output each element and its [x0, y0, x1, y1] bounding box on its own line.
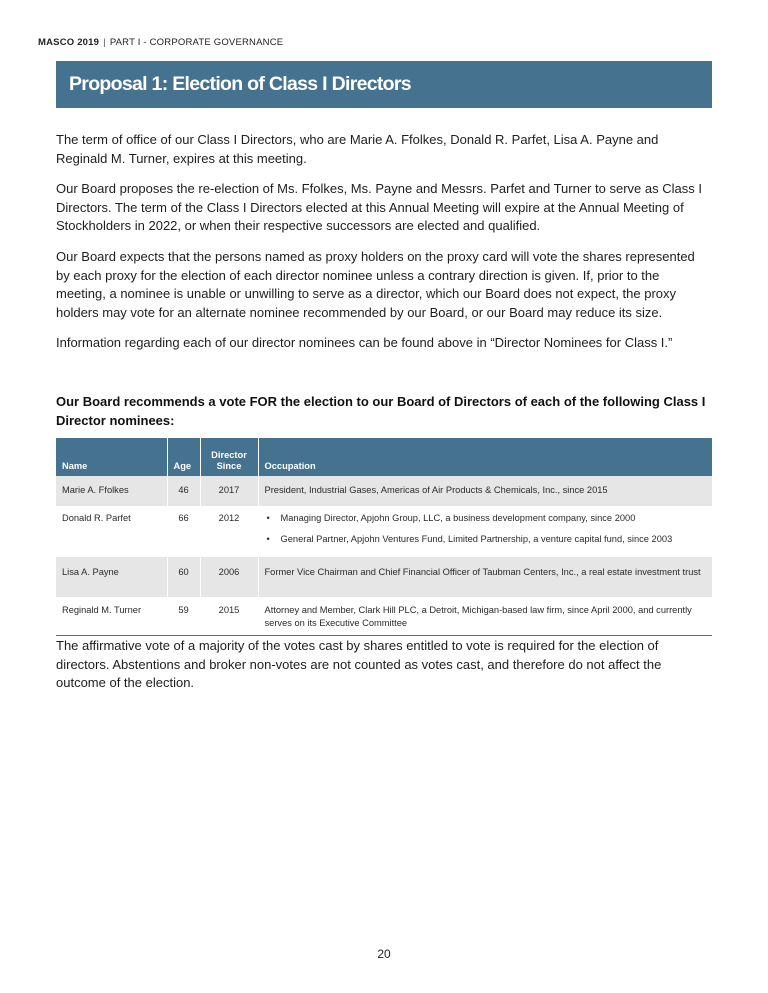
nominee-name: Reginald M. Turner	[56, 597, 167, 636]
page-number: 20	[377, 947, 391, 961]
paragraph-proxy: Our Board expects that the persons named as proxy holders on the proxy card will vote the shares represented by each proxy for the election of each director nominee unless a contrary direction is given. If, prior to the meeting, a nominee is unable or unwilling to serve as a director, which our Board does not expect, the proxy holders may vote for an alternate nominee recommended by our Board, or our Board may reduce its size.	[56, 248, 695, 320]
nominee-name: Donald R. Parfet	[62, 513, 131, 523]
nominee-age: 46	[167, 476, 200, 506]
paragraph-term: The term of office of our Class I Directors, who are Marie A. Ffolkes, Donald R. Parfet, Lisa A. Payne and Reginald M. Turner, expires at this meeting.	[56, 132, 659, 166]
nominee-occupation	[258, 506, 712, 557]
table-row	[56, 476, 712, 506]
column-header-name: Name	[56, 438, 167, 476]
board-recommendation: Our Board recommends a vote FOR the election to our Board of Directors of each of the following Class I Director nominees:	[56, 394, 706, 428]
table-row	[56, 597, 712, 636]
bullet-icon: •	[266, 513, 270, 523]
nominees-table	[56, 438, 712, 636]
bullet-icon: •	[266, 533, 270, 544]
nominee-director-since: 2015	[200, 597, 258, 636]
paragraph-reelection: Our Board proposes the re-election of Ms. Ffolkes, Ms. Payne and Messrs. Parfet and Turner to serve as Class I Directors. The term of the Class I Directors elected at this Annual Meeting will expire at the Annual Meeting of Stockholders in 2022, or when their respective successors are elected and qualified.	[56, 181, 702, 234]
nominee-name: Lisa A. Payne	[56, 557, 167, 597]
column-header-occupation: Occupation	[258, 438, 712, 476]
list-item	[265, 512, 707, 525]
nominee-age: 60	[167, 557, 200, 597]
header-divider: |	[103, 37, 106, 48]
proposal-banner	[56, 61, 712, 108]
running-header	[38, 37, 283, 48]
occupation-item: Managing Director, Apjohn Group, LLC, a business development company, since 2000	[280, 513, 636, 523]
nominee-age: 59	[167, 597, 200, 636]
nominee-occupation: Attorney and Member, Clark Hill PLC, a Detroit, Michigan-based law firm, since April 2000, and currently serves on its Executive Committee	[258, 597, 712, 636]
column-header-director-since	[200, 438, 258, 476]
occupation-list	[265, 512, 707, 545]
section-name: PART I - CORPORATE GOVERNANCE	[109, 37, 284, 48]
header-director-label: Director	[211, 450, 247, 460]
nominee-occupation: President, Industrial Gases, Americas of Air Products & Chemicals, Inc., since 2015	[258, 476, 712, 506]
proposal-title: Proposal 1: Election of Class I Directors	[69, 73, 411, 95]
table-row	[56, 506, 712, 557]
nominee-occupation: Former Vice Chairman and Chief Financial Officer of Taubman Centers, Inc., a real estate investment trust	[258, 557, 712, 597]
nominee-name: Marie A. Ffolkes	[56, 476, 167, 506]
nominee-director-since: 2006	[200, 557, 258, 597]
column-header-age: Age	[167, 438, 200, 476]
table-row	[56, 557, 712, 597]
list-item	[265, 533, 707, 546]
nominee-age: 66	[167, 506, 200, 557]
report-brand: MASCO 2019	[38, 37, 100, 48]
nominee-director-since: 2012	[200, 506, 258, 557]
table-header-row	[56, 438, 712, 476]
paragraph-vote-requirement: The affirmative vote of a majority of the votes cast by shares entitled to vote is required for the election of directors. Abstentions and broker non-votes are not counted as votes cast, and therefore do not affect the outcome of the election.	[56, 638, 662, 691]
nominee-director-since: 2017	[200, 476, 258, 506]
header-since-label: Since	[216, 460, 242, 471]
paragraph-information: Information regarding each of our director nominees can be found above in “Director Nominees for Class I.”	[56, 335, 673, 351]
occupation-item: General Partner, Apjohn Ventures Fund, Limited Partnership, a venture capital fund, since 2003	[280, 533, 673, 544]
intro-text	[56, 131, 712, 365]
closing-text	[56, 637, 712, 705]
